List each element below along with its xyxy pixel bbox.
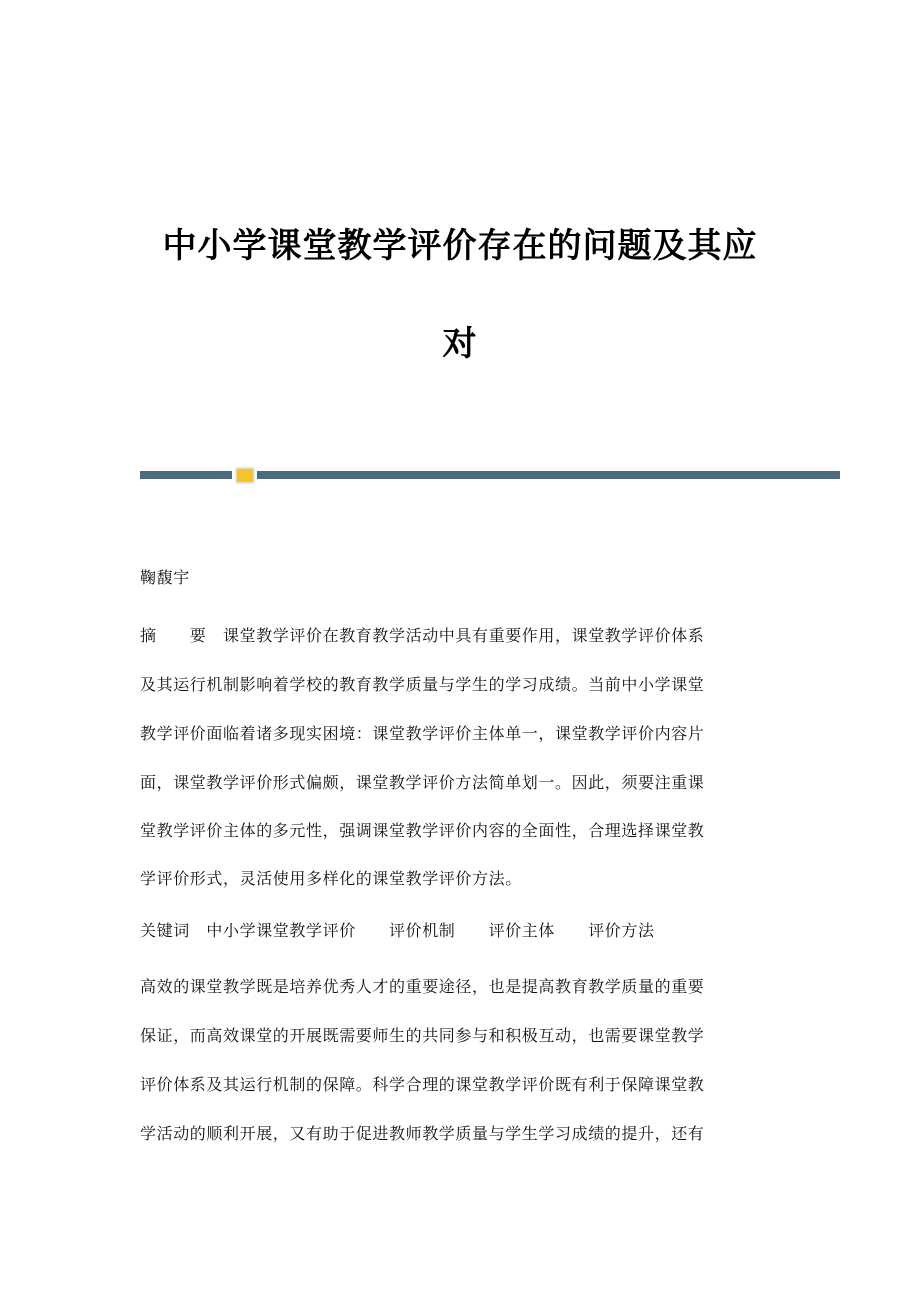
body-line: 学活动的顺利开展，又有助于促进教师教学质量与学生学习成绩的提升，还有 [140,1124,705,1143]
author: 鞠馥宇 [140,568,190,587]
divider-right [257,471,840,479]
abstract-line: 教学评价面临着诸多现实困境：课堂教学评价主体单一，课堂教学评价内容片 [140,724,705,743]
abstract-line: 摘 要 课堂教学评价在教育教学活动中具有重要作用，课堂教学评价体系 [140,626,705,645]
divider-ornament-icon [236,468,254,483]
body-line: 评价体系及其运行机制的保障。科学合理的课堂教学评价既有利于保障课堂教 [140,1075,705,1094]
document-title-line-2: 对 [442,324,478,364]
body-line: 高效的课堂教学既是培养优秀人才的重要途径，也是提高教育教学质量的重要 [140,977,705,996]
abstract-line: 堂教学评价主体的多元性，强调课堂教学评价内容的全面性，合理选择课堂教 [140,821,705,840]
abstract-line: 及其运行机制影响着学校的教育教学质量与学生的学习成绩。当前中小学课堂 [140,675,705,694]
divider-left [140,471,232,479]
keywords: 关键词 中小学课堂教学评价 评价机制 评价主体 评价方法 [140,921,655,940]
abstract-line: 学评价形式，灵活使用多样化的课堂教学评价方法。 [140,869,522,888]
body-line: 保证，而高效课堂的开展既需要师生的共同参与和积极互动，也需要课堂教学 [140,1026,705,1045]
abstract-line: 面，课堂教学评价形式偏颇，课堂教学评价方法简单划一。因此，须要注重课 [140,773,705,792]
document-title-line-1: 中小学课堂教学评价存在的问题及其应 [162,226,758,266]
